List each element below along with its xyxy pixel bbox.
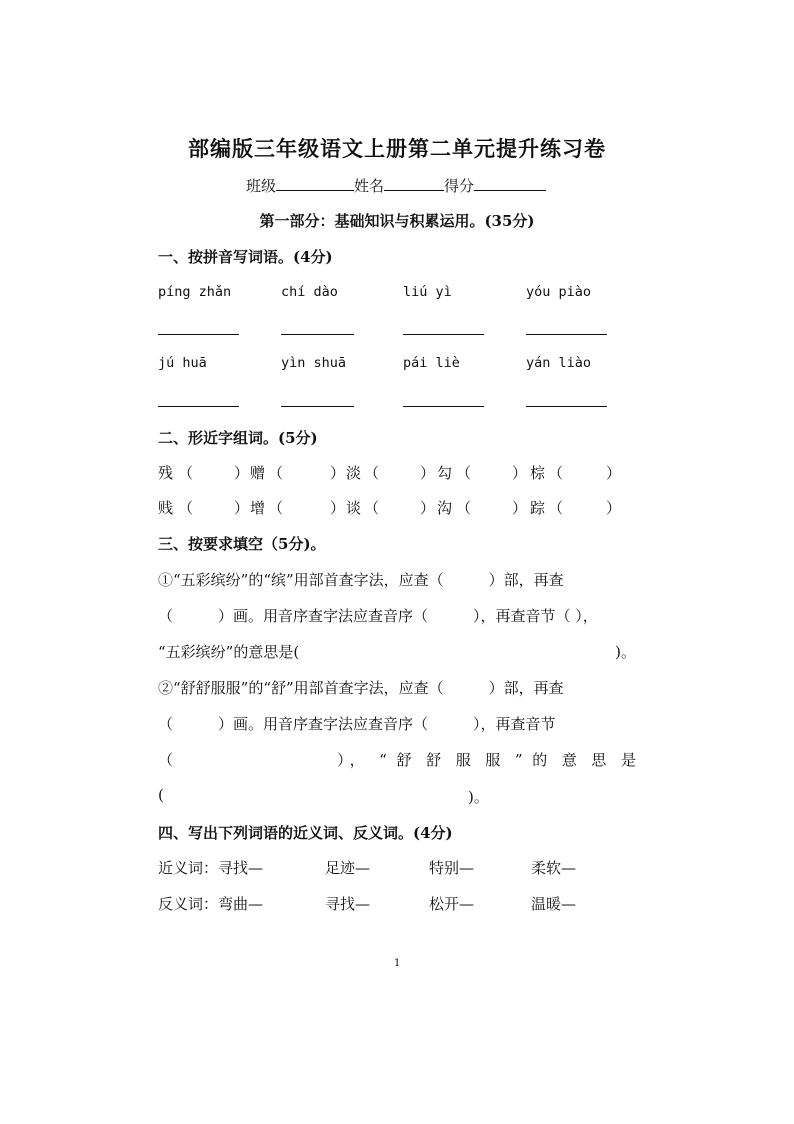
score-label: 得分 xyxy=(444,177,475,195)
q2-char-1-3: 淡 xyxy=(346,464,362,482)
q2-paren[interactable]: ） xyxy=(420,464,436,482)
student-info-line xyxy=(246,175,546,196)
q2-paren[interactable]: （ xyxy=(456,464,472,482)
class-blank[interactable] xyxy=(276,176,354,191)
q2-paren[interactable]: （ xyxy=(548,464,564,482)
q3-line-7-end: )。 xyxy=(468,788,489,806)
answer-line[interactable] xyxy=(158,406,239,407)
synonym-item: 特别— xyxy=(429,859,475,877)
q2-paren[interactable]: （ xyxy=(548,499,564,517)
q2-paren[interactable]: （ xyxy=(268,464,284,482)
answer-line[interactable] xyxy=(281,406,354,407)
q2-paren[interactable]: （ xyxy=(364,499,380,517)
q2-char-2-3: 谈 xyxy=(346,499,362,517)
answer-line[interactable] xyxy=(281,334,354,335)
antonym-item: 弯曲— xyxy=(218,895,264,913)
antonym-item: 松开— xyxy=(429,895,475,913)
name-label: 姓名 xyxy=(354,177,385,195)
pinyin-2-2: yìn shuā xyxy=(281,355,347,371)
q3-line-7 xyxy=(158,786,636,804)
q2-paren[interactable]: ） xyxy=(234,499,250,517)
antonym-label: 反义词： xyxy=(158,895,219,913)
q2-paren[interactable]: ） xyxy=(330,499,346,517)
q2-paren[interactable]: ） xyxy=(420,499,436,517)
q2-paren[interactable]: （ xyxy=(364,464,380,482)
q2-paren[interactable]: ） xyxy=(512,464,528,482)
q4-heading: 四、写出下列词语的近义词、反义词。(4分) xyxy=(158,824,453,842)
q2-paren[interactable]: ） xyxy=(606,499,622,517)
pinyin-1-4: yóu piào xyxy=(526,284,592,300)
q2-paren[interactable]: （ xyxy=(268,499,284,517)
part-one-heading: 第一部分：基础知识与积累运用。(35分) xyxy=(259,212,535,230)
q3-line-4: ②“舒舒服服”的“舒”用部首查字法，应查（ ）部，再查 xyxy=(158,679,564,697)
q3-line-5: （ ）画。用音序查字法应查音序（ ），再查音节 xyxy=(158,715,556,733)
q2-paren[interactable]: （ xyxy=(178,499,194,517)
q3-line-6: （ ）， “ 舒 舒 服 服 ” 的 意 思 是 xyxy=(158,751,636,769)
synonym-item: 柔软— xyxy=(531,859,577,877)
q2-char-1-1: 残 xyxy=(158,464,174,482)
answer-line[interactable] xyxy=(158,334,239,335)
q2-char-1-5: 棕 xyxy=(530,464,546,482)
synonym-label: 近义词： xyxy=(158,859,219,877)
synonym-item: 寻找— xyxy=(218,859,264,877)
q3-line-7-start: ( xyxy=(158,786,164,804)
answer-line[interactable] xyxy=(403,334,484,335)
q2-char-1-4: 勾 xyxy=(437,464,453,482)
q2-char-2-5: 踪 xyxy=(530,499,546,517)
q2-paren[interactable]: ） xyxy=(606,464,622,482)
q1-heading: 一、按拼音写词语。(4分) xyxy=(158,248,333,266)
antonym-item: 寻找— xyxy=(325,895,371,913)
q2-paren[interactable]: ） xyxy=(512,499,528,517)
q3-line-2: （ ）画。用音序查字法应查音序（ ），再查音节（ ）， xyxy=(158,607,598,625)
q2-paren[interactable]: ） xyxy=(330,464,346,482)
answer-line[interactable] xyxy=(526,406,607,407)
page-title: 部编版三年级语文上册第二单元提升练习卷 xyxy=(188,136,606,161)
pinyin-2-3: pái liè xyxy=(403,355,460,371)
q3-line-1: ①“五彩缤纷”的“缤”用部首查字法，应查（ ）部，再查 xyxy=(158,571,564,589)
pinyin-2-1: jú huā xyxy=(158,355,207,371)
synonym-item: 足迹— xyxy=(325,859,371,877)
q2-paren[interactable]: （ xyxy=(178,464,194,482)
antonym-item: 温暖— xyxy=(531,895,577,913)
q3-line-3-start: “五彩缤纷”的意思是( xyxy=(158,643,300,661)
pinyin-1-3: liú yì xyxy=(403,284,452,300)
q2-paren[interactable]: ） xyxy=(234,464,250,482)
pinyin-2-4: yán liào xyxy=(526,355,592,371)
answer-line[interactable] xyxy=(403,406,484,407)
q2-char-2-1: 贱 xyxy=(158,499,174,517)
q2-paren[interactable]: （ xyxy=(456,499,472,517)
pinyin-1-2: chí dào xyxy=(281,284,338,300)
q2-char-2-2: 增 xyxy=(250,499,266,517)
q3-line-3 xyxy=(158,641,636,662)
q3-line-3-end: )。 xyxy=(615,643,636,661)
q2-heading: 二、形近字组词。(5分) xyxy=(158,429,318,447)
class-label: 班级 xyxy=(246,177,277,195)
q2-char-2-4: 沟 xyxy=(437,499,453,517)
name-blank[interactable] xyxy=(384,176,444,191)
q2-char-1-2: 赠 xyxy=(250,464,266,482)
q3-heading: 三、按要求填空（5分)。 xyxy=(158,535,326,553)
pinyin-1-1: píng zhǎn xyxy=(158,284,232,300)
score-blank[interactable] xyxy=(474,176,546,191)
answer-line[interactable] xyxy=(526,334,607,335)
page-number: 1 xyxy=(394,958,401,969)
